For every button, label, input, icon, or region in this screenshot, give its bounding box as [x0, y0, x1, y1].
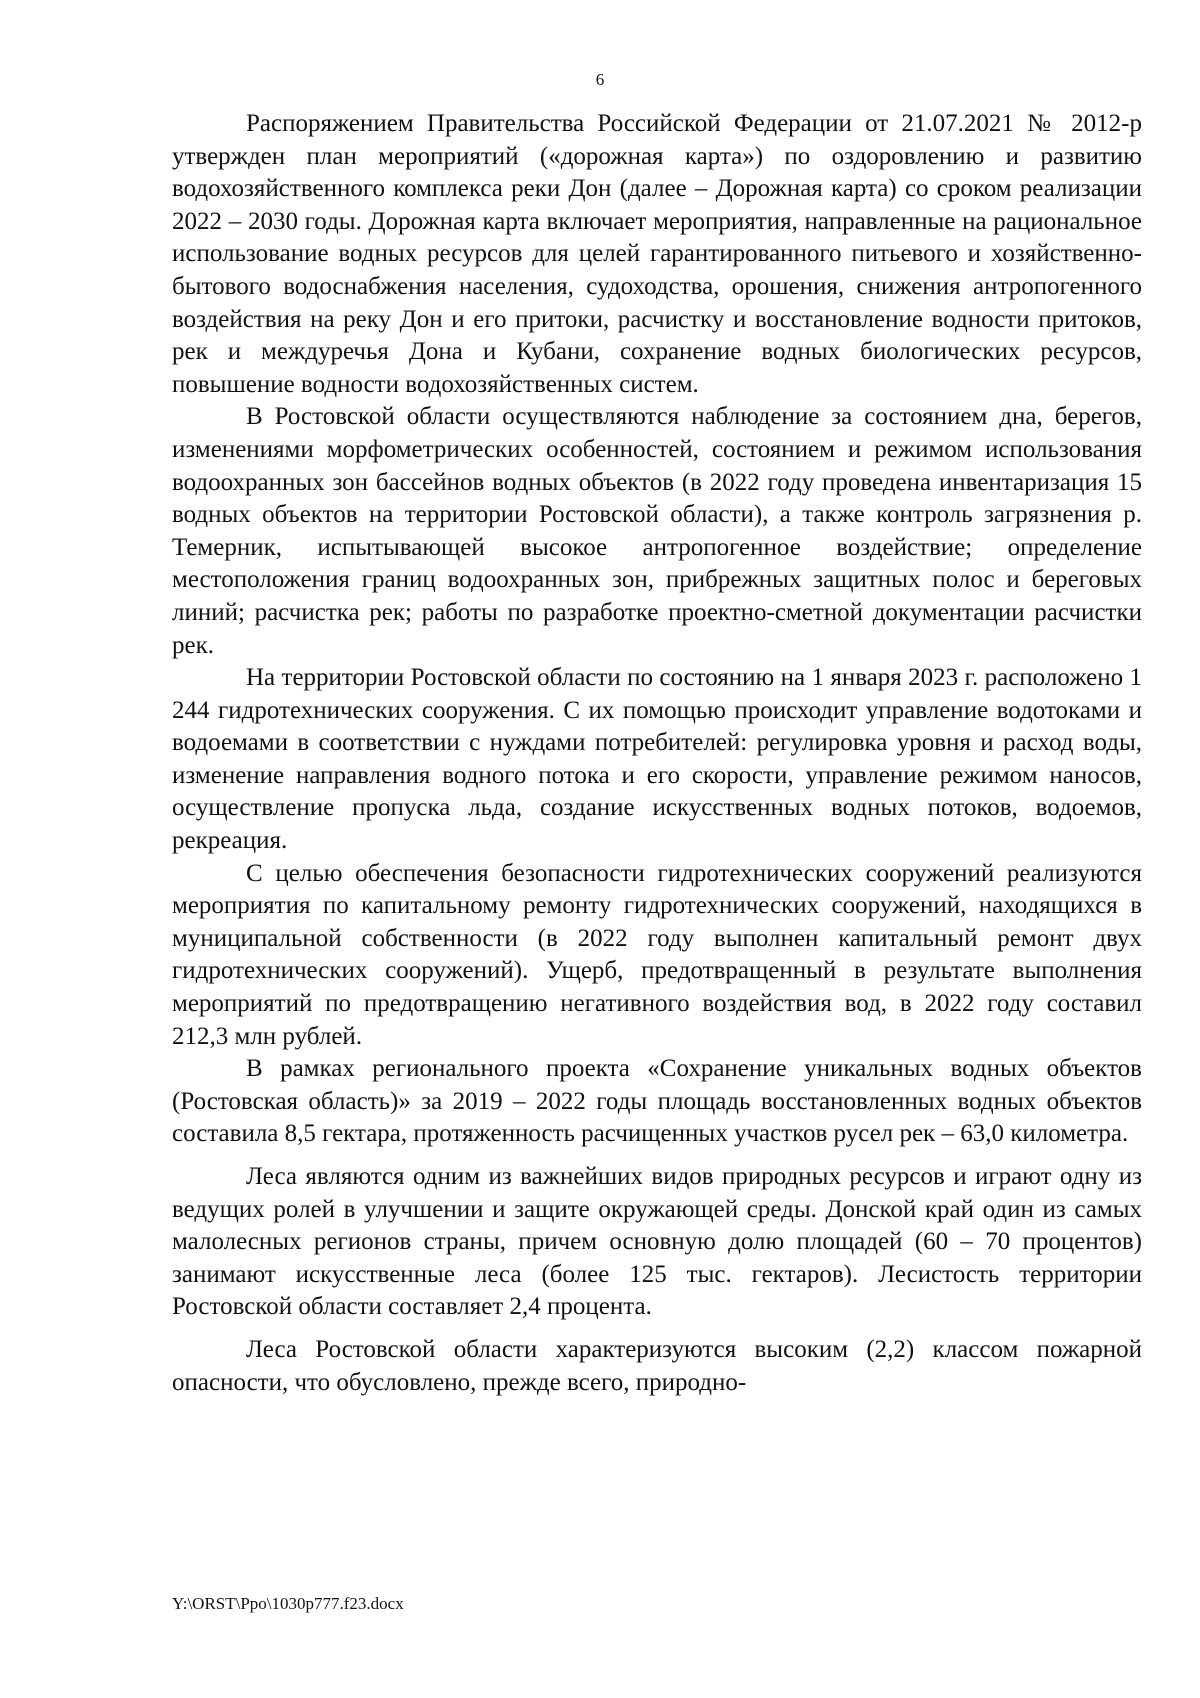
page-number: 6: [595, 70, 605, 89]
paragraph-fire-danger: Леса Ростовской области характеризуются высоким (2,2) классом пожарной опасности, что обусловлено, прежде всего, природно-: [172, 1335, 1142, 1396]
document-body: [172, 108, 1142, 1399]
paragraph-structure-safety: С целью обеспечения безопасности гидротехнических сооружений реализуются мероприятия по капитальному ремонту гидротехнических сооружений, находящихся в муниципальной собственности (в 2022 году выполнен капитальный ремонт двух гидротехнических сооружений). Ущерб, предотвращенный в результате выполнения мероприятий по предотвращению негативного воздействия вод, в 2022 году составил 212,3 млн рублей.: [172, 859, 1142, 1050]
paragraph-water-monitoring: В Ростовской области осуществляются наблюдение за состоянием дна, берегов, изменениями морфометрических особенностей, состоянием и режимом использования водоохранных зон бассейнов водных объектов (в 2022 году проведена инвентаризация 15 водных объектов на территории Ростовской области), а также контроль загрязнения р. Темерник, испытывающей высокое антропогенное воздействие; определение местоположения границ водоохранных зон, прибрежных защитных полос и береговых линий; расчистка рек; работы по разработке проектно-сметной документации расчистки рек.: [172, 403, 1142, 659]
paragraph-forests: Леса являются одним из важнейших видов природных ресурсов и играют одну из ведущих ролей в улучшении и защите окружающей среды. Донской край один из самых малолесных регионов страны, причем основную долю площадей (60 – 70 процентов) занимают искусственные леса (более 125 тыс. гектаров). Лесистость территории Ростовской области составляет 2,4 процента.: [172, 1163, 1142, 1321]
paragraph-road-map: Распоряжением Правительства Российской Федерации от 21.07.2021 № 2012-р утвержден план мероприятий («дорожная карта») по оздоровлению и развитию водохозяйственного комплекса реки Дон (далее – Дорожная карта) со сроком реализации 2022 – 2030 годы. Дорожная карта включает мероприятия, направленные на рациональное использование водных ресурсов для целей гарантированного питьевого и хозяйственно-бытового водоснабжения населения, судоходства, орошения, снижения антропогенного воздействия на реку Дон и его притоки, расчистку и восстановление водности притоков, рек и междуречья Дона и Кубани, сохранение водных биологических ресурсов, повышение водности водохозяйственных систем.: [172, 110, 1142, 398]
footer-file-path: Y:\ORST\Ppo\1030p777.f23.docx: [172, 1594, 404, 1613]
paragraph-hydraulic-structures: На территории Ростовской области по состоянию на 1 января 2023 г. расположено 1 244 гидротехнических сооружения. С их помощью происходит управление водотоками и водоемами в соответствии с нуждами потребителей: регулировка уровня и расход воды, изменение направления водного потока и его скорости, управление режимом наносов, осуществление пропуска льда, создание искусственных водных потоков, водоемов, рекреация.: [172, 664, 1142, 855]
paragraph-regional-project: В рамках регионального проекта «Сохранение уникальных водных объектов (Ростовская область)» за 2019 – 2022 годы площадь восстановленных водных объектов составила 8,5 гектара, протяженность расчищенных участков русел рек – 63,0 километра.: [172, 1055, 1142, 1148]
